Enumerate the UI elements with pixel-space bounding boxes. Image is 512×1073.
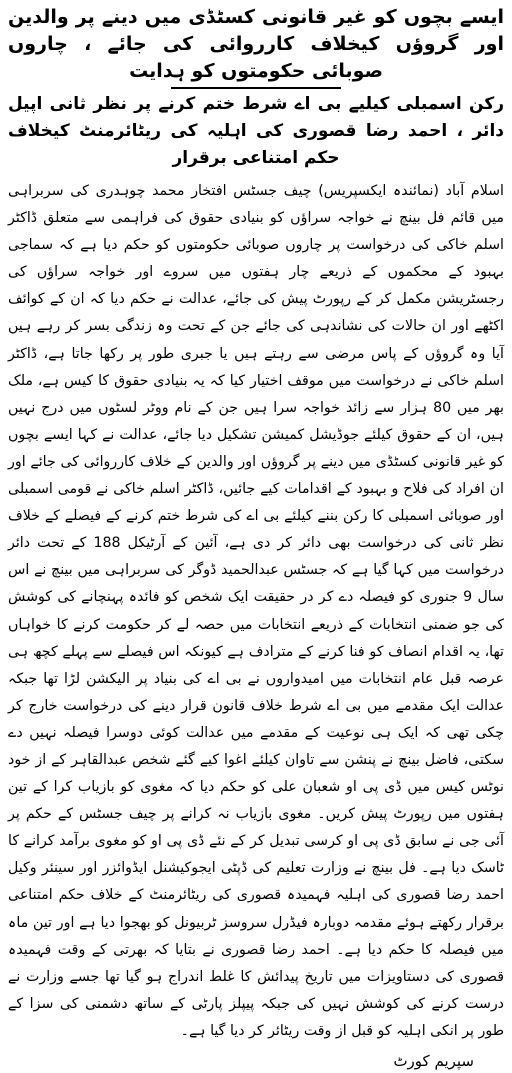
headline-divider bbox=[171, 87, 341, 89]
subheadline: رکن اسمبلی کیلیے بی اے شرط ختم کرنے پر نظر ثانی اپیل دائر ، احمد رضا قصوری کی اہلیہ کی ریٹائرمنٹ کیخلاف حکم امتناعی برقرار bbox=[8, 94, 504, 168]
article-body: اسلام آباد (نمائندہ ایکسپریس) چیف جسٹس افتخار محمد چوہدری کی سربراہی میں قائم فل بینچ نے خواجہ سراؤں کو بنیادی حقوق کی فراہمی سے متعلق ڈاکٹر اسلم خاکی کی درخواست پر چاروں صوبائی حکومتوں کو حکم دیا ہے کہ سماجی بہبود کے محکموں کے ذریعے چار ہفتوں میں سروے اور خواجہ سراؤں کی رجسٹریشن مکمل کر کے رپورٹ پیش کی جائے، عدالت نے حکم دیا کہ ان کے کوائف اکٹھے اور ان حالات کی نشاندہی کی جائے جن کے تحت وہ زندگی بسر کر رہے ہیں آیا وہ گروؤں کے پاس مرضی سے رہتے ہیں یا جبری طور پر رکھا جاتا ہے، ڈاکٹر اسلم خاکی نے درخواست میں موقف اختیار کیا کہ یہ بنیادی حقوق کا کیس ہے، ملک بھر میں 80 ہزار سے زائد خواجہ سرا ہیں جن کے نام ووٹر لسٹوں میں درج نہیں ہیں، ان کے حقوق کیلئے جوڈیشل کمیشن تشکیل دیا جائے، عدالت نے کہا ایسے بچوں کو غیر قانونی کسٹڈی میں دینے پر گروؤں اور والدین کے خلاف کارروائی کی جائے اور ان افراد کی فلاح و بہبود کے اقدامات کیے جائیں، ڈاکٹر اسلم خاکی نے قومی اسمبلی اور صوبائی اسمبلی کا رکن بننے کیلئے بی اے کی شرط ختم کرنے کے فیصلے کے خلاف نظر ثانی کی درخواست بھی دائر کر دی ہے، آئین کے آرٹیکل 188 کے تحت دائر درخواست میں کہا گیا ہے کہ جسٹس عبدالحمید ڈوگر کی سربراہی میں بینچ نے اس سال 9 جنوری کو فیصلہ دے کر در حقیقت ایک شخص کو فائدہ پہنچانے کی کوشش کی جو ضمنی انتخابات کے ذریعے انتخابات میں حصہ لے کر حکومت کرنے کا خواہاں تھا، یہ اقدام انصاف کو فنا کرنے کے مترادف ہے کیونکہ اس فیصلے سے پہلے کچھ ہی عرصہ قبل عام انتخابات میں امیدواروں نے بی اے کی بنیاد پر الیکشن لڑا تھا جبکہ عدالت ایک مقدمے میں بی اے شرط خلاف قانون قرار دینے کی درخواست خارج کر چکی تھی کہ ایک ہی نوعیت کے مقدمے میں عدالت کوئی دوسرا فیصلہ نہیں دے سکتی، فاضل بینچ نے پنشن سے تاوان کیلئے اغوا کیے گئے شخص عبدالقاہر کے از خود نوٹس کیس میں ڈی پی او شعبان علی کو حکم دیا کہ مغوی کو بازیاب کرا کے تین ہفتوں میں رپورٹ پیش کریں۔ مغوی بازیاب نہ کرانے پر چیف جسٹس کے حکم پر آئی جی نے سابق ڈی پی او کرسی تبدیل کر کے نئے ڈی پی او کو مغوی برآمد کرانے کا ٹاسک دیا ہے۔ فل بینچ نے وزارت تعلیم کی ڈپٹی ایجوکیشنل ایڈوائزر اور سینئر وکیل احمد رضا قصوری کی اہلیہ فہمیدہ قصوری کی ریٹائرمنٹ کے خلاف حکم امتناعی برقرار رکھتے ہوئے مقدمہ دوبارہ فیڈرل سروسز ٹربیونل کو بھجوا دیا ہے اور تین ماہ میں فیصلہ کا حکم دیا ہے۔ احمد رضا قصوری نے بتایا کہ بھرتی کے وقت فہمیدہ قصوری کی دستاویزات میں تاریخ پیدائش کا غلط اندراج ہو گیا تھا جسے وزارت نے درست کرنے کی کوشش نہیں کی جبکہ پیپلز پارٹی کے ساتھ دشمنی کی سزا کے طور پر انکی اہلیہ کو قبل از وقت ریٹائر کر دیا گیا ہے۔ bbox=[8, 183, 505, 1039]
headline: ایسے بچوں کو غیر قانونی کسٹڈی میں دینے پر والدین اور گروؤں کیخلاف کارروائی کی جائے ، چاروں صوبائی حکومتوں کو ہدایت bbox=[8, 6, 504, 82]
article-signoff: سپریم کورٹ bbox=[393, 1052, 474, 1070]
